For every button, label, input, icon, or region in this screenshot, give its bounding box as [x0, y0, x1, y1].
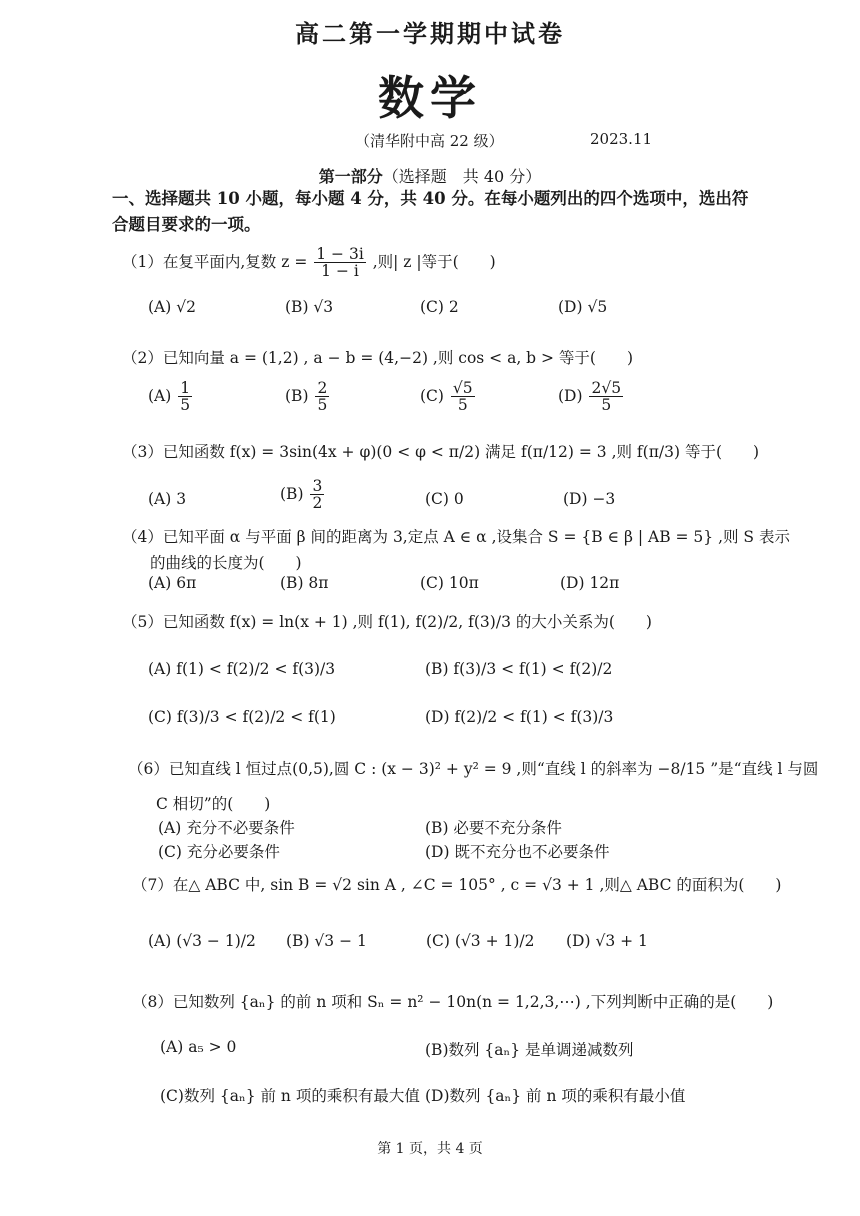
option-label: (B): [285, 386, 309, 405]
question-number: （3）: [122, 443, 163, 461]
denominator: 5: [457, 396, 468, 415]
denominator: 1 − i: [321, 262, 359, 281]
option-c[interactable]: (C) (√3 + 1)/2: [426, 932, 535, 950]
question-1-stem: [122, 246, 496, 280]
option-d[interactable]: (D) √5: [558, 298, 608, 316]
fraction: [315, 380, 329, 414]
question-text: 已知直线 l 恒过点(0,5),圆 C : (x − 3)² + y² = 9 ,则“直线 l 的斜率为 −8/15 ”是“直线 l 与圆: [168, 760, 819, 778]
fraction: [178, 380, 192, 414]
option-label: (D): [558, 386, 583, 405]
numerator: √5: [452, 379, 473, 397]
fraction: [589, 380, 623, 414]
option-b[interactable]: [280, 478, 326, 512]
question-6-stem-cont: C 相切”的( ): [156, 795, 271, 813]
option-c[interactable]: (C) f(3)/3 < f(2)/2 < f(1): [148, 708, 336, 726]
option-b[interactable]: [285, 380, 331, 414]
question-text: 在△ ABC 中, sin B = √2 sin A , ∠C = 105° , c = √3 + 1 ,则△ ABC 的面积为( ): [172, 876, 782, 894]
option-label: (C): [420, 386, 444, 405]
question-3-stem: [122, 440, 759, 462]
question-text: 已知平面 α 与平面 β 间的距离为 3,定点 A ∈ α ,设集合 S = {B ∈ β | AB = 5} ,则 S 表示: [162, 528, 790, 546]
question-6-stem: [128, 757, 818, 779]
subject-heading: 数学: [378, 71, 482, 125]
option-a[interactable]: [148, 380, 194, 414]
option-label: (B): [280, 484, 304, 503]
option-a[interactable]: (A) 充分不必要条件: [158, 819, 295, 837]
question-text: 已知数列 {aₙ} 的前 n 项和 Sₙ = n² − 10n(n = 1,2,3,⋯) ,下列判断中正确的是( ): [172, 993, 774, 1011]
option-c[interactable]: (C) 0: [425, 490, 464, 508]
numerator: 1 − 3i: [316, 245, 364, 263]
question-4-stem-cont: 的曲线的长度为( ): [150, 554, 302, 572]
option-c[interactable]: [420, 380, 477, 414]
option-b[interactable]: (B) 8π: [280, 574, 329, 592]
denominator: 5: [601, 396, 612, 415]
numerator: 3: [312, 477, 323, 495]
option-a[interactable]: (A) a₅ > 0: [160, 1038, 237, 1056]
question-number: （8）: [132, 993, 173, 1011]
option-b[interactable]: (B) √3: [285, 298, 334, 316]
part-name: 第一部分: [318, 167, 383, 186]
fraction: [451, 380, 475, 414]
question-7-stem: [132, 873, 781, 895]
option-label: (A): [148, 386, 172, 405]
option-c[interactable]: (C) 2: [420, 298, 459, 316]
option-d[interactable]: (D) f(2)/2 < f(1) < f(3)/3: [425, 708, 614, 726]
exam-date: 2023.11: [590, 130, 653, 148]
option-b[interactable]: (B) 必要不充分条件: [425, 819, 562, 837]
question-text: 在复平面内,复数 z =: [162, 252, 308, 271]
question-5-stem: [122, 610, 652, 632]
option-a[interactable]: (A) 3: [148, 490, 187, 508]
option-d[interactable]: (D) √3 + 1: [566, 932, 648, 950]
question-number: （1）: [122, 252, 163, 271]
question-number: （6）: [128, 760, 169, 778]
option-a[interactable]: (A) (√3 − 1)/2: [148, 932, 256, 950]
option-b[interactable]: (B) f(3)/3 < f(1) < f(2)/2: [425, 660, 613, 678]
option-d[interactable]: [558, 380, 625, 414]
option-b[interactable]: (B) √3 − 1: [286, 932, 367, 950]
question-number: （2）: [122, 349, 163, 367]
exam-title: 高二第一学期期中试卷: [295, 19, 565, 48]
page-footer: 第 1 页，共 4 页: [377, 1141, 483, 1157]
question-text: 已知向量 a = (1,2) , a − b = (4,−2) ,则 cos < a, b > 等于( ): [162, 349, 634, 367]
question-8-stem: [132, 990, 773, 1012]
part-note: （选择题 共 40 分）: [382, 167, 542, 186]
question-number: （5）: [122, 613, 163, 631]
option-c[interactable]: (C)数列 {aₙ} 前 n 项的乘积有最大值: [160, 1087, 420, 1105]
fraction: [310, 478, 324, 512]
fraction: [314, 246, 366, 280]
question-number: （7）: [132, 876, 173, 894]
numerator: 2√5: [591, 379, 622, 397]
question-number: （4）: [122, 528, 163, 546]
part-heading: [0, 164, 860, 187]
numerator: 1: [180, 379, 191, 397]
section-instructions: 一、选择题共 10 小题，每小题 4 分，共 40 分。在每小题列出的四个选项中，选出符合题目要求的一项。: [112, 189, 749, 234]
question-text: 已知函数 f(x) = 3sin(4x + φ)(0 < φ < π/2) 满足 f(π/12) = 3 ,则 f(π/3) 等于( ): [162, 443, 760, 461]
option-a[interactable]: (A) √2: [148, 298, 196, 316]
option-a[interactable]: (A) f(1) < f(2)/2 < f(3)/3: [148, 660, 336, 678]
numerator: 2: [317, 379, 328, 397]
question-text: ,则| z |等于( ): [372, 252, 496, 271]
option-d[interactable]: (D) 12π: [560, 574, 620, 592]
option-b[interactable]: (B)数列 {aₙ} 是单调递减数列: [425, 1041, 634, 1059]
option-d[interactable]: (D) 既不充分也不必要条件: [425, 843, 610, 861]
option-a[interactable]: (A) 6π: [148, 574, 197, 592]
school-label: （清华附中高 22 级）: [355, 132, 504, 150]
option-d[interactable]: (D) −3: [563, 490, 616, 508]
option-c[interactable]: (C) 充分必要条件: [158, 843, 280, 861]
question-4-stem: [122, 525, 790, 547]
question-2-stem: [122, 346, 633, 368]
denominator: 5: [180, 396, 191, 415]
question-text: 已知函数 f(x) = ln(x + 1) ,则 f(1), f(2)/2, f(3)/3 的大小关系为( ): [162, 613, 652, 631]
option-c[interactable]: (C) 10π: [420, 574, 479, 592]
option-d[interactable]: (D)数列 {aₙ} 前 n 项的乘积有最小值: [425, 1087, 686, 1105]
denominator: 2: [312, 494, 323, 513]
denominator: 5: [317, 396, 328, 415]
